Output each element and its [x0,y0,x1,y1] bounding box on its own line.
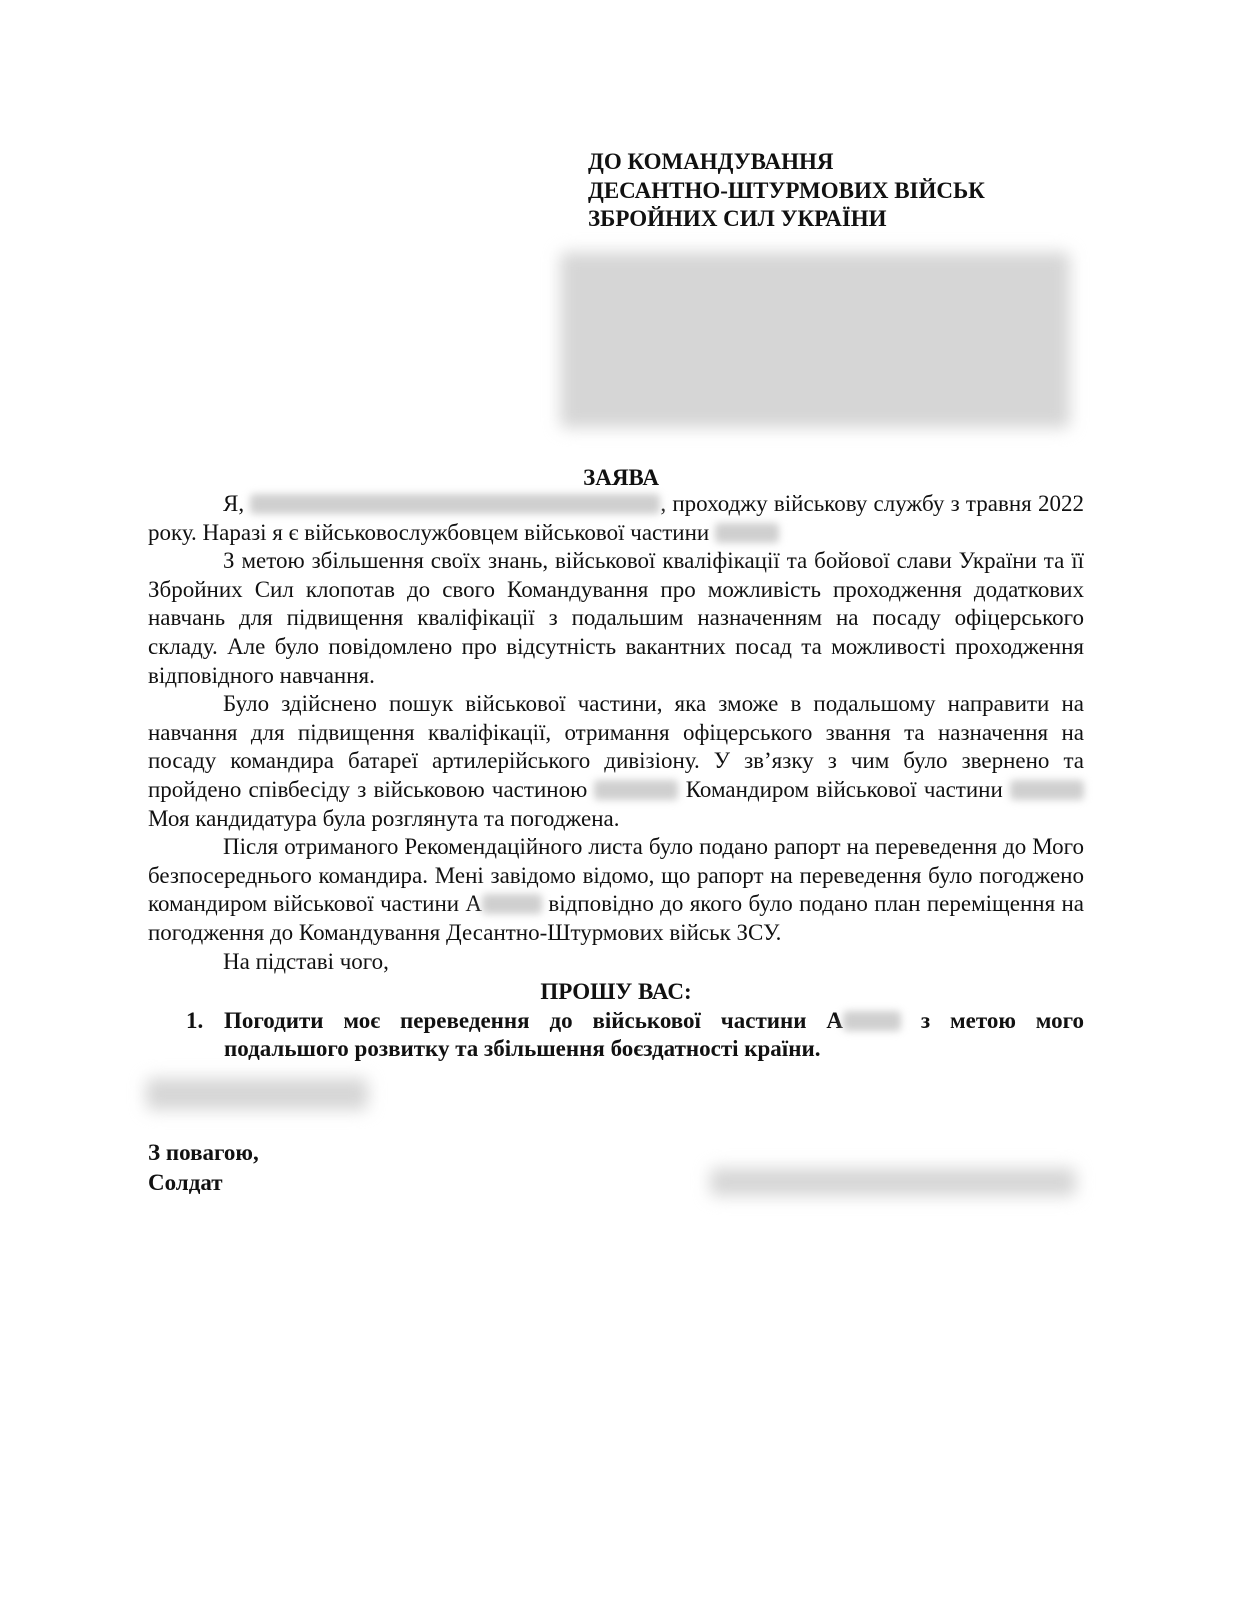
addressee-line-2: ДЕСАНТНО-ШТУРМОВИХ ВІЙСЬК [588,177,985,203]
paragraph-3-end: Моя кандидатура була розглянута та погоджена. [148,805,620,831]
closing-regards: З повагою, [148,1140,259,1165]
paragraph-3 [148,690,1084,833]
document-body [148,490,1084,1064]
addressee-line-3: ЗБРОЙНИХ СИЛ УКРАЇНИ [588,206,887,231]
request-text-end: з метою мого подальшого розвитку та збільшення боєздатності країни. [224,1007,1084,1062]
paragraph-4 [148,833,1084,947]
closing-rank: Солдат [148,1170,223,1195]
redacted-unit-number [482,894,542,914]
closing-block [148,1138,259,1198]
paragraph-3-start: Було здійснено пошук військової частини, яка зможе в подальшому направити на навчання для підвищення кваліфікації, отримання офіцерського звання та назначення на посаду командира батареї артилерійського дивізіону. У зв’язку з чим було звернено та пройдено співбесіду з військовою частиною [148,691,1084,802]
redacted-unit-number [715,523,779,543]
request-text-start: Погодити моє переведення до військової частини А [224,1007,843,1033]
redacted-full-name [250,494,660,514]
document-title: ЗАЯВА [583,465,659,490]
request-item [148,1007,1084,1064]
redacted-sender-block [560,252,1070,428]
addressee-line-1: ДО КОМАНДУВАННЯ [588,149,834,174]
paragraph-3-middle: Командиром військової частини [685,776,1003,802]
request-list [148,1007,1084,1064]
redacted-signature-name [710,1168,1076,1196]
redacted-unit-number [843,1011,901,1031]
redacted-unit-number [1010,780,1084,800]
paragraph-1-start: Я, [223,491,245,516]
paragraph-1-rest: , проходжу військову службу з травня 2022 року. Наразі я є військовослужбовцем військової частини [148,491,1084,545]
redacted-unit-number [594,780,678,800]
redacted-date [146,1078,368,1110]
basis-line: На підставі чого, [223,948,389,974]
paragraph-4-start: Після отриманого Рекомендаційного листа було подано рапорт на переведення до Мого безпосереднього командира. Мені завідомо відомо, що рапорт на переведення було погоджено командиром військової частини А [148,834,1084,917]
paragraph-1 [148,490,1084,547]
request-number: 1. [186,1007,204,1033]
addressee-block [588,148,985,234]
request-heading: ПРОШУ ВАС: [540,979,692,1005]
paragraph-4-end: відповідно до якого було подано план переміщення на погодження до Командування Десантно-Штурмових військ ЗСУ. [148,891,1084,945]
paragraph-2: З метою збільшення своїх знань, військової кваліфікації та бойової слави України та її Збройних Сил клопотав до свого Командування про можливість проходження додаткових навчань для підвищення кваліфікації з подальшим назначенням на посаду офіцерського складу. Але було повідомлено про відсутність вакантних посад та можливості проходження відповідного навчання. [148,548,1084,688]
